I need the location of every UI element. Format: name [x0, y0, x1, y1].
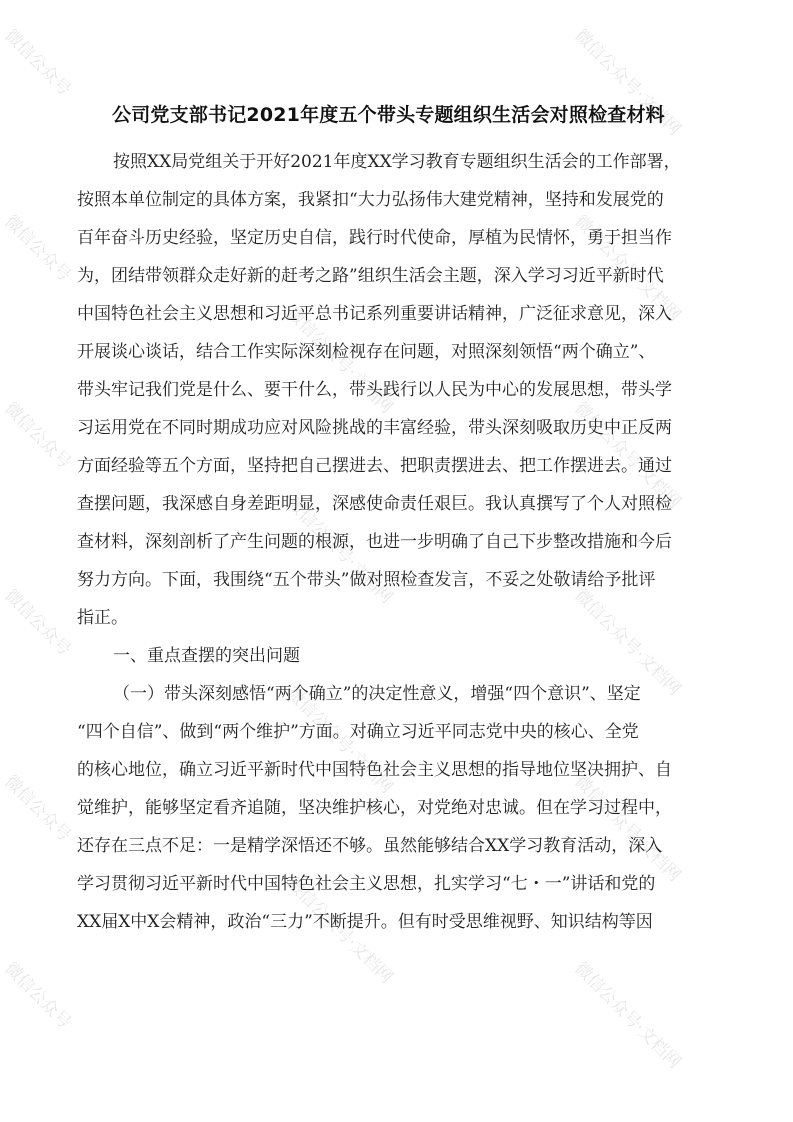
watermark-text: 微信公众号 [0, 211, 75, 286]
body-text-line: “四个自信”、做到“两个维护”方面。对确立习近平同志党中央的核心、全党 [77, 722, 639, 742]
body-text-line: 带头牢记我们党是什么、要干什么，带头践行以人民为中心的发展思想，带头学 [77, 380, 672, 400]
body-text-line: 开展谈心谈话，结合工作实际深刻检视存在问题，对照深刻领悟“两个确立”、 [77, 342, 656, 362]
body-text-line: 中国特色社会主义思想和习近平总书记系列重要讲话精神，广泛征求意见，深入 [77, 304, 672, 324]
watermark-text: 微信公众号 [0, 25, 75, 100]
body-text-line: 方面经验等五个方面，坚持把自己摆进去、把职责摆进去、把工作摆进去。通过 [77, 456, 672, 476]
watermark-text: 微信公众号 [0, 398, 75, 473]
body-text-line: 的核心地位，确立习近平新时代中国特色社会主义思想的指导地位坚决拥护、自 [77, 760, 672, 780]
watermark-text: 微信公众号·文档网 [570, 771, 685, 886]
watermark-text: 微信公众号·文档网 [570, 958, 685, 1073]
body-text-line: 还存在三点不足：一是精学深悟还不够。虽然能够结合XX学习教育活动，深入 [77, 836, 663, 856]
body-text-line: 查材料，深刻剖析了产生问题的根源，也进一步明确了自己下步整改措施和今后 [77, 532, 672, 552]
watermark-text: 微信公众号·文档网 [570, 398, 685, 513]
watermark-text: 微信公众号·文档网 [282, 303, 397, 418]
body-text-line: 百年奋斗历史经验，坚定历史自信，践行时代使命，厚植为民情怀，勇于担当作 [77, 228, 672, 248]
watermark-text: 微信公众号·文档网 [282, 493, 397, 608]
watermark-text: 微信公众号·文档网 [282, 683, 397, 798]
body-text-line: 按照本单位制定的具体方案，我紧扣“大力弘扬伟大建党精神，坚持和发展党的 [77, 190, 664, 210]
watermark-text: 微信公众号·文档网 [282, 873, 397, 988]
body-text-line: 按照XX局党组关于开好2021年度XX学习教育专题组织生活会的工作部署， [113, 152, 681, 172]
body-text-line: 为，团结带领群众走好新的赶考之路”组织生活会主题，深入学习习近平新时代 [77, 266, 664, 286]
section-heading: 一、重点查摆的突出问题 [113, 646, 300, 666]
body-text-line: （一）带头深刻感悟“两个确立”的决定性意义，增强“四个意识”、坚定 [113, 684, 641, 704]
watermark-text: 微信公众号·文档网 [570, 25, 685, 140]
watermark-text: 微信公众号 [0, 585, 75, 660]
document-title: 公司党支部书记2021年度五个带头专题组织生活会对照检查材料 [112, 104, 665, 126]
watermark-text: 微信公众号·文档网 [570, 585, 685, 700]
body-text-line: 觉维护，能够坚定看齐追随，坚决维护核心，对党绝对忠诚。但在学习过程中， [77, 798, 672, 818]
watermark-text: 微信公众号·文档网 [570, 211, 685, 326]
body-text-line: 指正。 [77, 608, 128, 628]
watermark-text: 微信公众号 [0, 771, 75, 846]
body-text-line: XX届X中X会精神，政治“三力”不断提升。但有时受思维视野、知识结构等因 [77, 912, 653, 932]
body-text-line: 查摆问题，我深感自身差距明显，深感使命责任艰巨。我认真撰写了个人对照检 [77, 494, 672, 514]
watermark-text: 微信公众号 [0, 958, 75, 1033]
body-text-line: 习运用党在不同时期成功应对风险挑战的丰富经验，带头深刻吸取历史中正反两 [77, 418, 672, 438]
body-text-line: 努力方向。下面，我围绕“五个带头”做对照检查发言，不妥之处敬请给予批评 [77, 570, 656, 590]
body-text-line: 学习贯彻习近平新时代中国特色社会主义思想，扎实学习“七・一”讲话和党的 [77, 874, 656, 894]
